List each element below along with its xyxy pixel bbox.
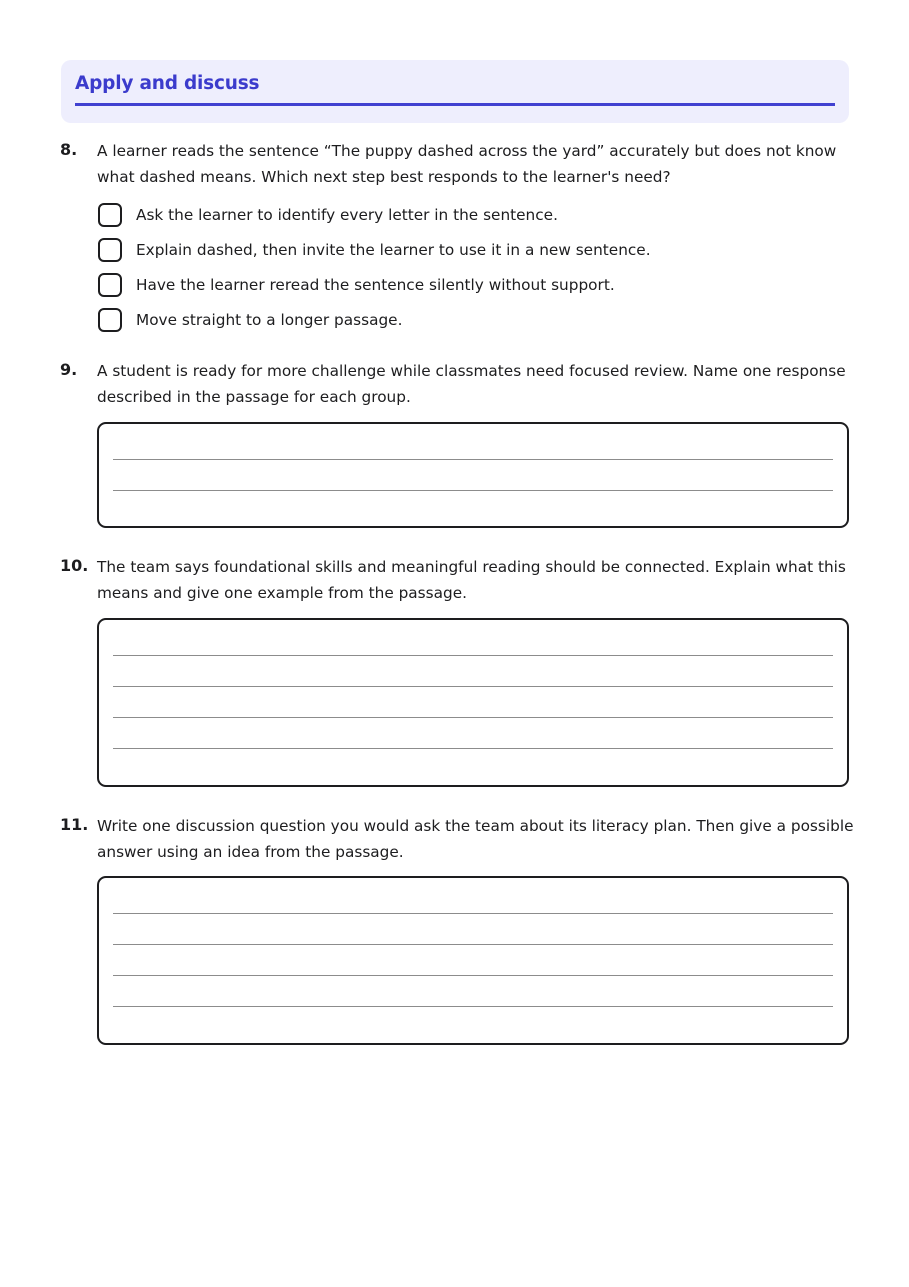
answer-line — [113, 913, 833, 914]
answer-line — [113, 490, 833, 491]
question-8-option-4[interactable] — [97, 308, 817, 336]
checkbox[interactable] — [98, 238, 122, 262]
question-11-text: Write one discussion question you would ask the team about its literacy plan. Then give a possible answer using an idea from the passage. — [97, 817, 854, 861]
checkbox[interactable] — [98, 273, 122, 297]
question-8-option-2[interactable] — [97, 238, 817, 266]
answer-line — [113, 1006, 833, 1007]
answer-line — [113, 944, 833, 945]
option-label: Ask the learner to identify every letter in the sentence. — [136, 206, 558, 224]
question-9-answer-box[interactable] — [97, 422, 849, 528]
question-8-number: 8. — [60, 140, 78, 159]
question-10-answer-box[interactable] — [97, 618, 849, 787]
answer-line — [113, 459, 833, 460]
answer-line — [113, 655, 833, 656]
question-11-answer-box[interactable] — [97, 876, 849, 1045]
section-header — [61, 60, 849, 123]
question-8-option-3[interactable] — [97, 273, 817, 301]
checkbox[interactable] — [98, 203, 122, 227]
question-10-number: 10. — [60, 556, 89, 575]
answer-line — [113, 686, 833, 687]
question-8-text: A learner reads the sentence “The puppy dashed across the yard” accurately but does not know what dashed means. Which next step best responds to the learner's need? — [97, 142, 837, 186]
option-label: Move straight to a longer passage. — [136, 311, 403, 329]
question-9-text: A student is ready for more challenge while classmates need focused review. Name one response described in the passage for each group. — [97, 362, 846, 406]
answer-line — [113, 748, 833, 749]
question-9-number: 9. — [60, 360, 78, 379]
question-8-option-1[interactable] — [97, 203, 817, 231]
option-label: Have the learner reread the sentence silently without support. — [136, 276, 615, 294]
option-label: Explain dashed, then invite the learner to use it in a new sentence. — [136, 241, 651, 259]
answer-line — [113, 717, 833, 718]
section-underline — [75, 103, 835, 106]
answer-line — [113, 975, 833, 976]
question-11-number: 11. — [60, 815, 89, 834]
checkbox[interactable] — [98, 308, 122, 332]
question-10-text: The team says foundational skills and meaningful reading should be connected. Explain what this means and give one example from the passage. — [97, 558, 846, 602]
section-title: Apply and discuss — [75, 73, 260, 94]
